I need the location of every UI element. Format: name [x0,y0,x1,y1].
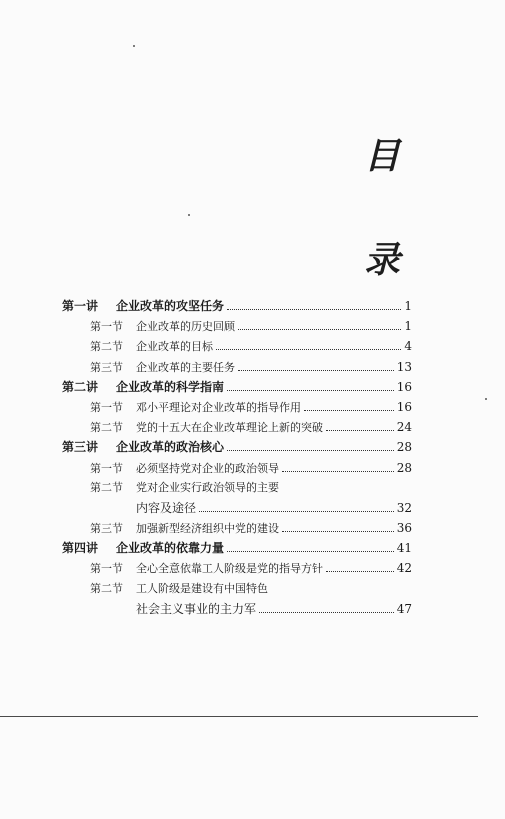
scan-speck [485,398,487,400]
scan-speck [188,214,190,216]
dot-leader [227,551,394,552]
entry-title: 企业改革的依靠力量 [116,541,225,556]
toc-section-entry [62,357,412,377]
entry-page-number: 1 [404,299,412,313]
entry-label: 第四讲 [62,541,99,556]
dot-leader [216,349,401,350]
dot-leader [199,511,394,512]
entry-label: 第一讲 [62,299,99,313]
entry-title: 社会主义事业的主力军 [136,601,257,616]
toc-section-entry [62,417,412,437]
toc-lecture-entry [62,296,412,316]
entry-page-number: 42 [396,561,412,576]
toc-section-entry [62,478,412,498]
toc-heading-char-1: 目 [364,135,401,177]
toc-section-entry [62,579,412,599]
entry-page-number: 16 [396,399,412,414]
dot-leader [304,410,394,411]
toc-lecture-entry [62,437,412,457]
table-of-contents [62,296,412,619]
toc-lecture-entry [62,377,412,397]
entry-title: 企业改革的主要任务 [136,360,235,374]
toc-heading-char-2: 录 [364,239,401,281]
entry-label: 第一节 [90,562,123,576]
toc-section-entry [62,558,412,578]
entry-page-number: 36 [396,521,412,536]
dot-leader [326,571,394,572]
toc-section-entry [62,316,412,336]
dot-leader [238,370,394,371]
entry-page-number: 1 [404,319,412,334]
dot-leader [259,612,394,613]
toc-section-entry [62,397,412,417]
dot-leader [282,471,394,472]
entry-page-number: 4 [404,339,412,354]
entry-title: 内容及途径 [136,500,197,515]
entry-title: 必须坚持党对企业的政治领导 [136,461,279,475]
entry-page-number: 47 [396,601,412,616]
entry-page-number: 13 [396,359,412,374]
bottom-rule [0,716,478,717]
entry-label: 第三节 [90,360,123,374]
entry-label: 第三节 [90,522,123,536]
dot-leader [227,309,401,310]
entry-label: 第二节 [90,340,123,354]
entry-page-number: 41 [396,541,412,556]
entry-page-number: 28 [396,440,412,455]
entry-label: 第二节 [90,421,123,435]
toc-lecture-entry [62,538,412,558]
entry-page-number: 16 [396,379,412,394]
entry-page-number: 32 [396,500,412,515]
entry-title: 全心全意依靠工人阶级是党的指导方针 [136,562,323,576]
entry-label: 第三讲 [62,440,99,455]
entry-title: 邓小平理论对企业改革的指导作用 [136,400,301,414]
entry-label: 第二讲 [62,379,99,394]
dot-leader [282,531,394,532]
entry-title: 企业改革的历史回顾 [136,320,235,334]
toc-entry-continuation [62,498,412,518]
entry-label: 第二节 [90,581,123,595]
entry-title: 党对企业实行政治领导的主要 [136,480,279,494]
entry-title: 企业改革的目标 [136,340,213,354]
entry-label: 第二节 [90,480,123,494]
entry-title: 企业改革的攻坚任务 [116,299,225,313]
entry-page-number: 24 [396,420,412,435]
scan-speck [133,45,135,47]
dot-leader [238,329,401,330]
toc-section-entry [62,336,412,356]
entry-title: 党的十五大在企业改革理论上新的突破 [136,421,323,435]
entry-title: 企业改革的政治核心 [116,440,225,455]
entry-label: 第一节 [90,461,123,475]
dot-leader [326,430,394,431]
entry-title: 加强新型经济组织中党的建设 [136,522,279,536]
toc-section-entry [62,518,412,538]
entry-title: 工人阶级是建设有中国特色 [136,581,268,595]
entry-label: 第一节 [90,320,123,334]
dot-leader [227,450,394,451]
toc-section-entry [62,458,412,478]
toc-entry-continuation [62,599,412,619]
dot-leader [227,390,394,391]
entry-title: 企业改革的科学指南 [116,379,225,394]
entry-page-number: 28 [396,460,412,475]
entry-label: 第一节 [90,400,123,414]
